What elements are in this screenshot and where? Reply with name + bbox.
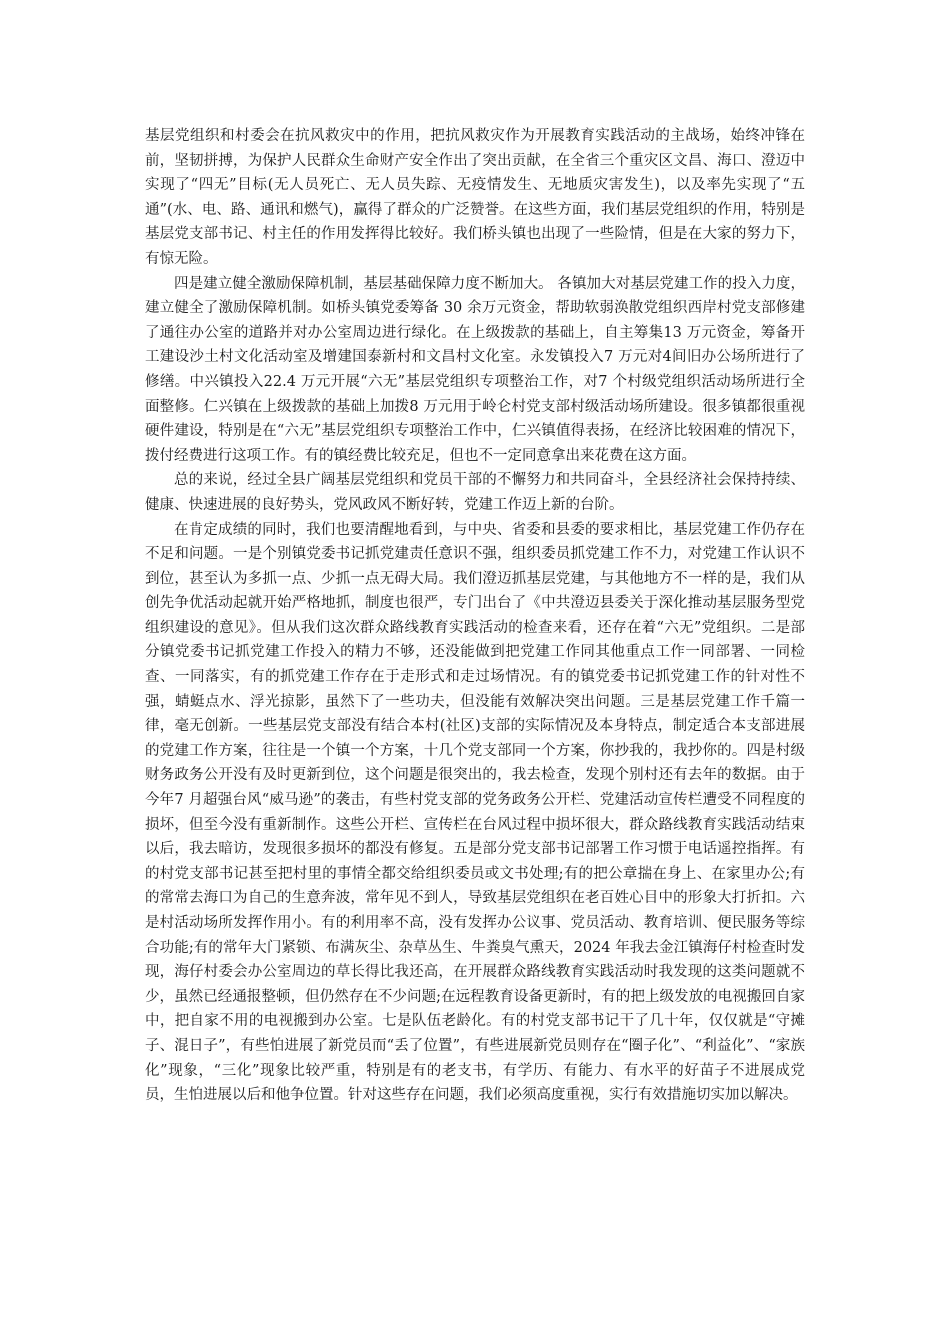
paragraph-3: 总的来说，经过全县广阔基层党组织和党员干部的不懈努力和共同奋斗，全县经济社会保持持续、健康、快速进展的良好势头，党风政风不断好转，党建工作迈上新的台阶。: [145, 472, 805, 513]
paragraph-2: 四是建立健全激励保障机制，基层基础保障力度不断加大。 各镇加大对基层党建工作的投入力度，建立健全了激励保障机制。如桥头镇党委筹备 30 余万元资金，帮助软弱涣散党组织西岸村党支部修建了通往办公室的道路并对办公室周边进行绿化。在上级拨款的基础上，自主筹集13 万元资金，筹备开工建设沙土村文化活动室及增建国泰新村和文昌村文化室。永发镇投入7 万元对4间旧办公场所进行了修缮。中兴镇投入22.4 万元开展“六无”基层党组织专项整治工作，对7 个村级党组织活动场所进行全面整修。仁兴镇在上级拨款的基础上加拨8 万元用于岭仑村党支部村级活动场所建设。很多镇都很重视硬件建设，特别是在“六无”基层党组织专项整治工作中，仁兴镇值得表扬，在经济比较困难的情况下，拨付经费进行这项工作。有的镇经费比较充足，但也不一定同意拿出来花费在这方面。: [145, 275, 805, 464]
paragraph-4: 在肯定成绩的同时，我们也要清醒地看到，与中央、省委和县委的要求相比，基层党建工作仍存在不足和问题。一是个别镇党委书记抓党建责任意识不强，组织委员抓党建工作不力，对党建工作认识不到位，甚至认为多抓一点、少抓一点无碍大局。我们澄迈抓基层党建，与其他地方不一样的是，我们从创先争优活动起就开始严格地抓，制度也很严，专门出台了《中共澄迈县委关于深化推动基层服务型党组织建设的意见》。但从我们这次群众路线教育实践活动的检查来看，还存在着“六无”党组织。二是部分镇党委书记抓党建工作投入的精力不够，还没能做到把党建工作同其他重点工作一同部署、一同检查、一同落实，有的抓党建工作存在于走形式和走过场情况。有的镇党委书记抓党建工作的针对性不强，蜻蜓点水、浮光掠影，虽然下了一些功夫，但没能有效解决突出问题。三是基层党建工作千篇一律，毫无创新。一些基层党支部没有结合本村(社区)支部的实际情况及本身特点，制定适合本支部进展的党建工作方案，往往是一个镇一个方案，十几个党支部同一个方案，你抄我的，我抄你的。四是村级财务政务公开没有及时更新到位，这个问题是很突出的，我去检查，发现个别村还有去年的数据。由于今年7 月超强台风“威马逊”的袭击，有些村党支部的党务政务公开栏、党建活动宣传栏遭受不同程度的损坏，但至今没有重新制作。这些公开栏、宣传栏在台风过程中损坏很大，群众路线教育实践活动结束以后，我去暗访，发现很多损坏的都没有修复。五是部分党支部书记部署工作习惯于电话遥控指挥。有的村党支部书记甚至把村里的事情全都交给组织委员或文书处理;有的把公章揣在身上、在家里办公;有的常常去海口为自己的生意奔波，常年见不到人，导致基层党组织在老百姓心目中的形象大打折扣。六是村活动场所发挥作用小。有的利用率不高，没有发挥办公议事、党员活动、教育培训、便民服务等综合功能;有的常年大门紧锁、布满灰尘、杂草丛生、牛粪臭气熏天，2024 年我去金江镇海仔村检查时发现，海仔村委会办公室周边的草长得比我还高，在开展群众路线教育实践活动时我发现的这类问题就不少，虽然已经通报整顿，但仍然存在不少问题;在远程教育设备更新时，有的把上级发放的电视搬回自家中，把自家不用的电视搬到办公室。七是队伍老龄化。有的村党支部书记干了几十年，仅仅就是“守摊子、混日子”，有些怕进展了新党员而“丢了位置”，有些进展新党员则存在“圈子化”、“利益化”、“家族化”现象，“三化”现象比较严重，特别是有的老支书，有学历、有能力、有水平的好苗子不进展成党员，生怕进展以后和他争位置。针对这些存在问题，我们必须高度重视，实行有效措施切实加以解决。: [145, 521, 805, 1104]
document-body: [145, 124, 805, 1108]
paragraph-1: 基层党组织和村委会在抗风救灾中的作用，把抗风救灾作为开展教育实践活动的主战场，始终冲锋在前，坚韧拼搏，为保护人民群众生命财产安全作出了突出贡献，在全省三个重灾区文昌、海口、澄迈中实现了“四无”目标(无人员死亡、无人员失踪、无疫情发生、无地质灾害发生)，以及率先实现了“五通”(水、电、路、通讯和燃气)，赢得了群众的广泛赞誉。在这些方面，我们基层党组织的作用，特别是基层党支部书记、村主任的作用发挥得比较好。我们桥头镇也出现了一些险情，但是在大家的努力下，有惊无险。: [145, 128, 805, 267]
